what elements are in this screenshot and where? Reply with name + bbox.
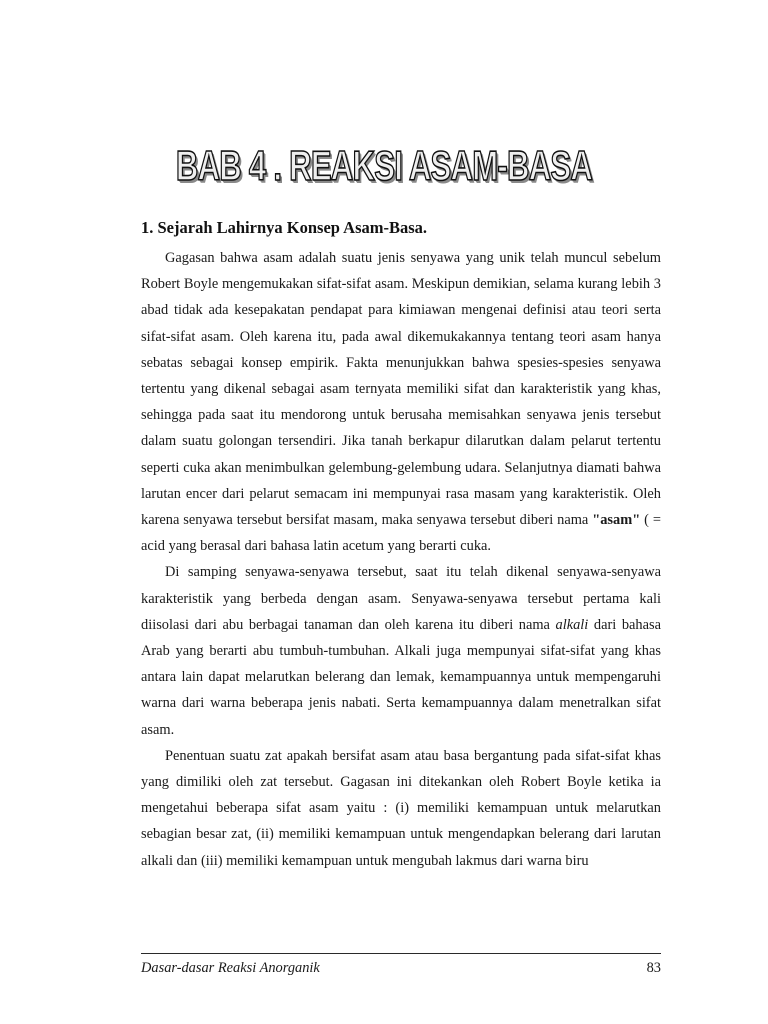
paragraph-2-text-end: dari bahasa Arab yang berarti abu tumbuh-tumbuhan. Alkali juga mempunyai sifat-sifat yang khas antara lain dapat melarutkan belerang dan lemak, kemampuannya untuk mempengaruhi warna dari warna beberapa jenis nabati. Serta kemampuannya dalam menetralkan sifat asam. bbox=[141, 616, 661, 738]
footer-divider bbox=[141, 953, 661, 954]
section-heading: 1. Sejarah Lahirnya Konsep Asam-Basa. bbox=[141, 218, 428, 237]
footer-book-title: Dasar-dasar Reaksi Anorganik bbox=[141, 960, 320, 976]
paragraph-2 bbox=[141, 559, 661, 742]
chapter-title: BAB 4 . REAKSI ASAM-BASA bbox=[175, 142, 593, 189]
bold-term-asam: "asam" bbox=[592, 512, 641, 529]
paragraph-3-text: Penentuan suatu zat apakah bersifat asam atau basa bergantung pada sifat-sifat khas yang dimiliki oleh zat tersebut. Gagasan ini ditekankan oleh Robert Boyle ketika ia mengetahui beberapa sifat asam yaitu : (i) memiliki kemampuan untuk melarutkan sebagian besar zat, (ii) memiliki kemampuan untuk mengendapkan belerang dari larutan alkali dan (iii) memiliki kemampuan untuk mengubah lakmus dari warna biru bbox=[141, 747, 661, 869]
paragraph-3 bbox=[141, 743, 661, 874]
paragraph-1-text: Gagasan bahwa asam adalah suatu jenis senyawa yang unik telah muncul sebelum Robert Boyle mengemukakan sifat-sifat asam. Meskipun demikian, selama kurang lebih 3 abad tidak ada kesepakatan pendapat para kimiawan mengenai definisi atau teori serta sifat-sifat asam. Oleh karena itu, pada awal dikemukakannya tentang teori asam hanya sebatas sebagai konsep empirik. Fakta menunjukkan bahwa spesies-spesies senyawa tertentu yang dikenal sebagai asam ternyata memiliki sifat dan karakteristik yang khas, sehingga pada saat itu mendorong untuk berusaha memisahkan senyawa jenis tersebut dalam suatu golongan tersendiri. Jika tanah berkapur dilarutkan dalam pelarut tertentu seperti cuka akan menimbulkan gelembung-gelembung udara. Selanjutnya diamati bahwa larutan encer dari pelarut semacam ini mempunyai rasa masam yang karakteristik. Oleh karena senyawa tersebut bersifat masam, maka senyawa tersebut diberi nama bbox=[141, 250, 661, 529]
italic-term-alkali: alkali bbox=[555, 616, 589, 633]
body-text bbox=[141, 245, 661, 874]
footer-page-number: 83 bbox=[646, 960, 661, 976]
paragraph-1 bbox=[141, 245, 661, 559]
paragraph-1-text-end: ( = acid yang berasal dari bahasa latin acetum yang berarti cuka. bbox=[141, 512, 661, 555]
paragraph-2-text: Di samping senyawa-senyawa tersebut, saat itu telah dikenal senyawa-senyawa karakteristik yang berbeda dengan asam. Senyawa-senyawa tersebut pertama kali diisolasi dari abu berbagai tanaman dan oleh karena itu diberi nama bbox=[141, 564, 661, 633]
